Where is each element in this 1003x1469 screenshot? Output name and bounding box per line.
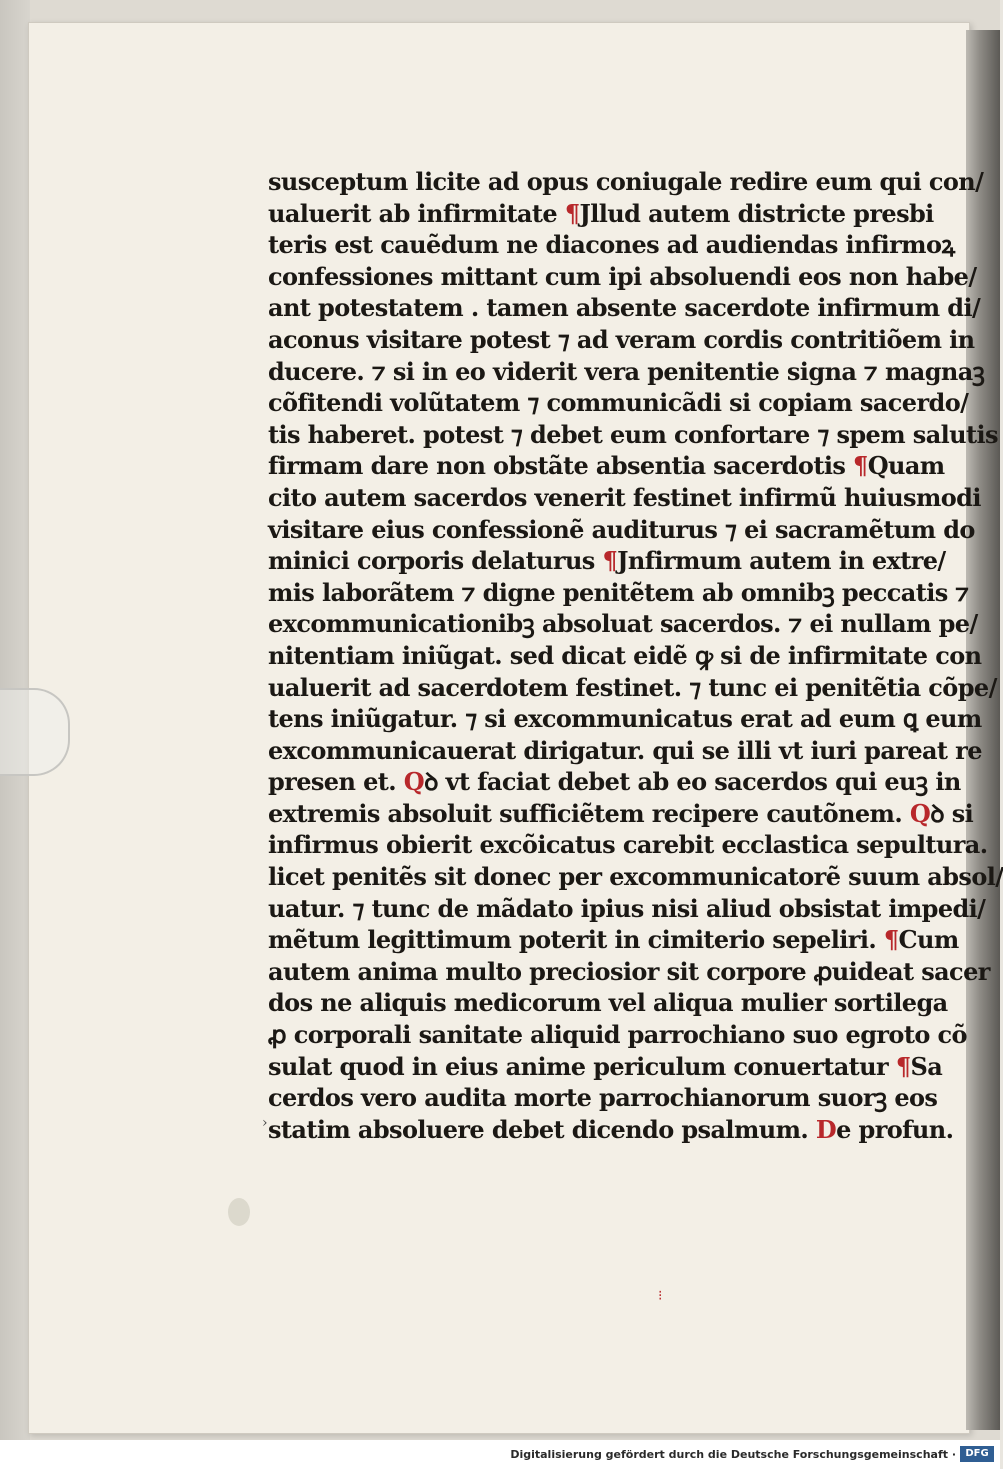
- text-segment: cito autem sacerdos venerit festinet infirmũ huiusmodi: [268, 482, 981, 512]
- text-segment: Sa: [910, 1051, 943, 1081]
- text-line: [268, 166, 984, 198]
- rubric-mark: ¶: [602, 546, 618, 576]
- text-segment: statim absoluere debet dicendo psalmum.: [268, 1114, 816, 1144]
- text-line: [268, 324, 975, 356]
- text-line: [268, 387, 969, 419]
- text-segment: ualuerit ad sacerdotem festinet. ⁊ tunc ei penitẽtia cõpe/: [268, 672, 997, 702]
- text-segment: Jllud autem districte presbi: [579, 198, 934, 228]
- text-segment: excommunicationibꝫ absoluat sacerdos. ⁊ ei nullam pe/: [268, 609, 978, 639]
- text-line: [268, 292, 981, 324]
- text-line: [268, 829, 988, 861]
- text-line: [268, 956, 990, 988]
- text-segment: uatur. ⁊ tunc de mãdato ipius nisi aliud obsistat impedi/: [268, 893, 986, 923]
- text-line: [268, 356, 985, 388]
- text-segment: visitare eius confessionẽ auditurus ⁊ ei sacramẽtum do: [268, 514, 975, 544]
- text-segment: Jnfirmum autem in extre/: [617, 546, 946, 576]
- text-segment: teris est cauẽdum ne diacones ad audiendas infirmoꝝ: [268, 230, 955, 260]
- text-line: [268, 1082, 938, 1114]
- rubric-mark: ¶: [895, 1051, 911, 1081]
- text-segment: tis haberet. potest ⁊ debet eum confortare ⁊ spem salutis: [268, 419, 998, 449]
- text-line: [268, 672, 997, 704]
- text-line: [268, 608, 978, 640]
- text-line: [268, 798, 974, 830]
- text-segment: cerdos vero audita morte parrochianorum suorꝫ eos: [268, 1083, 938, 1113]
- text-segment: nitentiam iniũgat. sed dicat eidẽ ꝙ si de infirmitate con: [268, 640, 982, 670]
- rubric-mark: ¶: [883, 925, 899, 955]
- text-line: [268, 861, 1003, 893]
- text-line: [268, 987, 948, 1019]
- text-segment: excommunicauerat dirigatur. qui se illi vt iuri pareat re: [268, 735, 982, 765]
- text-segment: infirmus obierit excõicatus carebit ecclastica sepultura.: [268, 830, 988, 860]
- text-segment: presen et.: [268, 767, 404, 797]
- text-line: [268, 735, 982, 767]
- text-line: [268, 893, 986, 925]
- text-segment: ꝺ si: [930, 798, 974, 828]
- text-line: [268, 482, 981, 514]
- text-line: [268, 640, 982, 672]
- rubric-mark: Q: [403, 767, 425, 797]
- text-line: [268, 514, 975, 546]
- text-line: [268, 766, 961, 798]
- text-line: [268, 545, 946, 577]
- text-segment: mis laborãtem ⁊ digne penitẽtem ab omnibꝫ peccatis ⁊: [268, 577, 969, 607]
- rubric-mark: ¶: [564, 198, 580, 228]
- text-segment: confessiones mittant cum ipi absoluendi eos non habe/: [268, 261, 977, 291]
- rubric-mark: D: [815, 1114, 837, 1144]
- text-segment: ant potestatem . tamen absente sacerdote infirmum di/: [268, 293, 981, 323]
- text-segment: ducere. ⁊ si in eo viderit vera penitentie signa ⁊ magnaꝫ: [268, 356, 985, 386]
- text-line: [268, 198, 934, 230]
- text-segment: Cum: [898, 925, 959, 955]
- text-segment: cõfitendi volũtatem ⁊ communicãdi si copiam sacerdo/: [268, 388, 969, 418]
- text-block: [268, 166, 1003, 1145]
- text-line: [268, 1114, 954, 1146]
- red-spot: ⁝: [658, 1288, 663, 1304]
- text-segment: minici corporis delaturus: [268, 546, 603, 576]
- text-segment: dos ne aliquis medicorum vel aliqua mulier sortilega: [268, 988, 948, 1018]
- text-line: [268, 703, 982, 735]
- dfg-logo: DFG: [960, 1446, 994, 1462]
- text-segment: sulat quod in eius anime periculum conuertatur: [268, 1051, 896, 1081]
- text-segment: firmam dare non obstãte absentia sacerdotis: [268, 451, 854, 481]
- footer-credit: Digitalisierung gefördert durch die Deutsche Forschungsgemeinschaft ·: [510, 1448, 956, 1461]
- text-line: [268, 450, 945, 482]
- rubric-mark: ¶: [853, 451, 868, 481]
- text-line: [268, 1051, 943, 1083]
- page-mark: ›: [262, 1115, 268, 1131]
- page-clip: [0, 688, 70, 776]
- text-segment: ꝺ vt faciat debet ab eo sacerdos qui euꝫ in: [424, 767, 961, 797]
- text-line: [268, 419, 998, 451]
- text-line: [268, 577, 969, 609]
- ink-smudge: [228, 1198, 250, 1226]
- text-segment: ꝓ corporali sanitate aliquid parrochiano suo egroto cõ: [268, 1020, 967, 1050]
- text-line: [268, 229, 955, 261]
- text-segment: autem anima multo preciosior sit corpore ꝓuideat sacer: [268, 956, 990, 986]
- text-line: [268, 924, 959, 956]
- text-line: [268, 261, 977, 293]
- text-segment: Quam: [867, 451, 945, 481]
- text-segment: aconus visitare potest ⁊ ad veram cordis contritiõem in: [268, 324, 975, 354]
- text-segment: licet penitẽs sit donec per excommunicatorẽ suum absol/: [268, 862, 1003, 892]
- text-segment: mẽtum legittimum poterit in cimiterio sepeliri.: [268, 925, 884, 955]
- rubric-mark: Q: [909, 798, 931, 828]
- text-segment: tens iniũgatur. ⁊ si excommunicatus erat ad eum ꝗ eum: [268, 704, 982, 734]
- text-segment: susceptum licite ad opus coniugale redire eum qui con/: [268, 167, 984, 196]
- text-segment: ualuerit ab infirmitate: [268, 198, 565, 228]
- text-segment: e profun.: [836, 1114, 954, 1144]
- text-line: [268, 1019, 967, 1051]
- text-segment: extremis absoluit sufficiẽtem recipere cautõnem.: [268, 798, 910, 828]
